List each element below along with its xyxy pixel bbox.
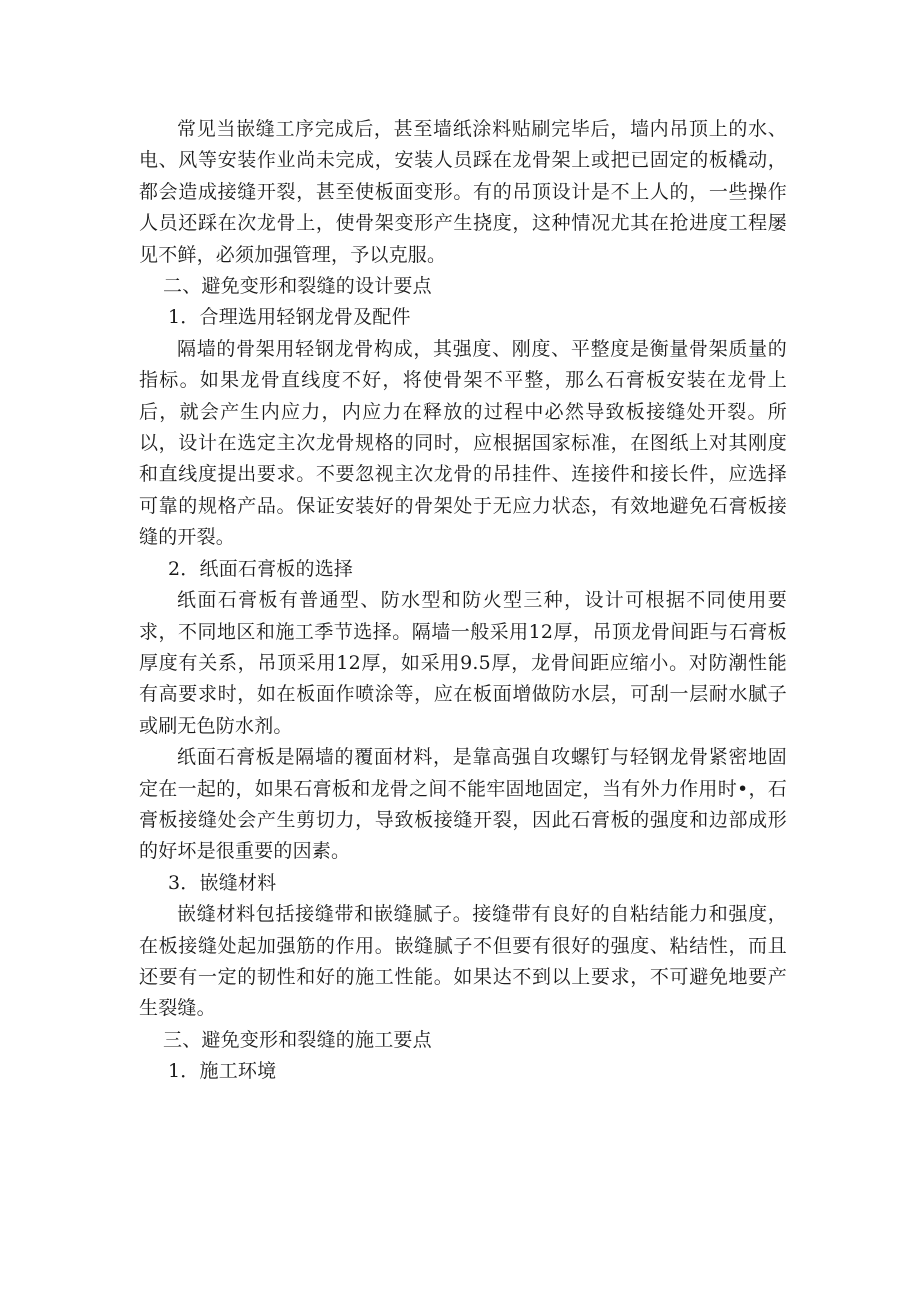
subheading-gypsum-board: 2．纸面石膏板的选择 — [168, 557, 354, 580]
section-heading-construction: 三、避免变形和裂缝的施工要点 — [163, 1028, 432, 1051]
subheading-environment: 1．施工环境 — [168, 1060, 277, 1083]
section-heading-design: 二、避免变形和裂缝的设计要点 — [163, 275, 432, 298]
paragraph-joint-material: 嵌缝材料包括接缝带和嵌缝腻子。接缝带有良好的自粘结能力和强度，在板接缝处起加强筋的作用。嵌缝腻子不但要有很好的强度、粘结性，而且还要有一定的韧性和好的施工性能。如果达不到以上要求，不可避免地要产生裂缝。 — [139, 903, 787, 1020]
subheading-keel-selection: 1．合理选用轻钢龙骨及配件 — [168, 306, 411, 329]
paragraph-board-types: 纸面石膏板有普通型、防水型和防火型三种，设计可根据不同使用要求，不同地区和施工季节选择。隔墙一般采用12厚，吊顶龙骨间距与石膏板厚度有关系，吊顶采用12厚，如采用9.5厚，龙骨间距应缩小。对防潮性能有高要求时，如在板面作喷涂等，应在板面增做防水层，可刮一层耐水腻子或刷无色防水剂。 — [139, 589, 787, 737]
subheading-joint-material: 3．嵌缝材料 — [168, 871, 277, 894]
paragraph-keel: 隔墙的骨架用轻钢龙骨构成，其强度、刚度、平整度是衡量骨架质量的指标。如果龙骨直线度不好，将使骨架不平整，那么石膏板安装在龙骨上后，就会产生内应力，内应力在释放的过程中必然导致板接缝处开裂。所以，设计在选定主次龙骨规格的同时，应根据国家标准，在图纸上对其刚度和直线度提出要求。不要忽视主次龙骨的吊挂件、连接件和接长件，应选择可靠的规格产品。保证安装好的骨架处于无应力状态，有效地避免石膏板接缝的开裂。 — [139, 337, 787, 549]
paragraph-board-fixing: 纸面石膏板是隔墙的覆面材料，是靠高强自攻螺钉与轻钢龙骨紧密地固定在一起的，如果石膏板和龙骨之间不能牢固地固定，当有外力作用时•，石膏板接缝处会产生剪切力，导致板接缝开裂，因此石膏板的强度和边部成形的好坏是很重要的因素。 — [139, 746, 787, 863]
paragraph-site-damage: 常见当嵌缝工序完成后，甚至墙纸涂料贴刷完毕后，墙内吊顶上的水、电、风等安装作业尚未完成，安装人员踩在龙骨架上或把已固定的板橇动，都会造成接缝开裂，甚至使板面变形。有的吊顶设计是不上人的，一些操作人员还踩在次龙骨上，使骨架变形产生挠度，这种情况尤其在抢进度工程屡见不鲜，必须加强管理，予以克服。 — [139, 118, 787, 266]
document-page — [139, 114, 787, 1088]
